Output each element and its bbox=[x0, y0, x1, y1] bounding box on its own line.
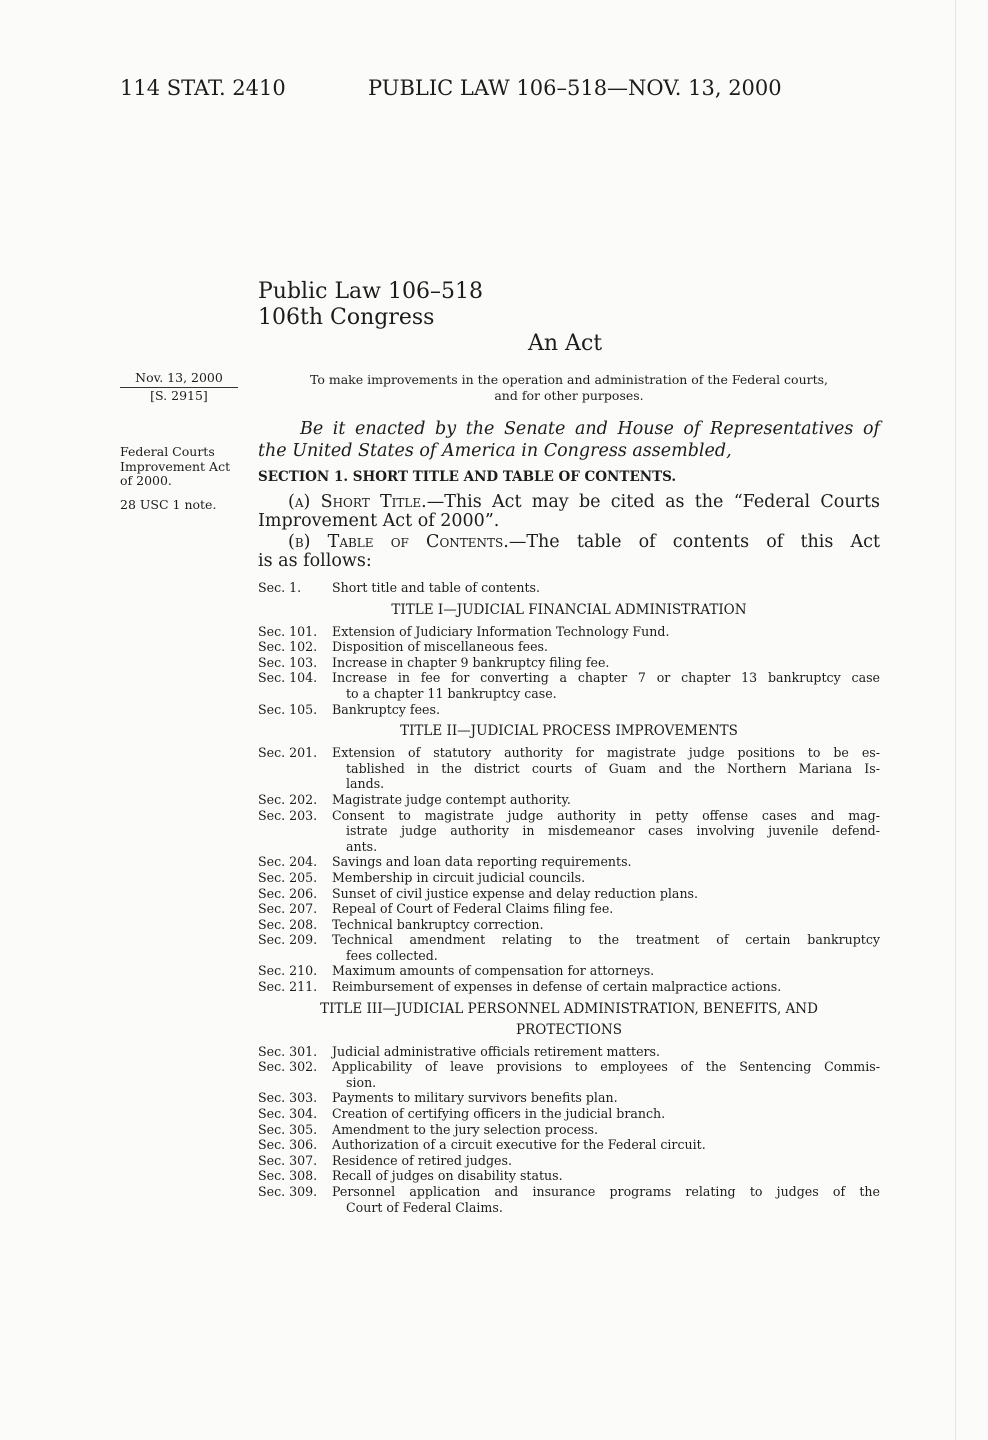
section-title-line: Magistrate judge contempt authority. bbox=[332, 791, 571, 807]
section-title-line: Authorization of a circuit executive for the Federal circuit. bbox=[332, 1137, 706, 1153]
toc-entry bbox=[258, 1059, 880, 1090]
enacting-line: the United States of America in Congress assembled, bbox=[258, 441, 732, 461]
title-line: PROTECTIONS bbox=[516, 1021, 622, 1038]
toc-entry bbox=[258, 901, 880, 917]
toc-entry bbox=[258, 1044, 880, 1060]
toc-entry bbox=[258, 624, 880, 640]
section-title-line: tablished in the district courts of Guam and the Northern Mariana Is- bbox=[346, 760, 880, 776]
margin-line: of 2000. bbox=[120, 473, 172, 488]
section-number: Sec. 308. bbox=[258, 1168, 318, 1184]
section-number: Sec. 306. bbox=[258, 1137, 318, 1153]
para-text: —This Act may be cited as the “Federal Courts bbox=[426, 492, 880, 512]
toc-entry bbox=[258, 1122, 880, 1138]
toc-entry bbox=[258, 870, 880, 886]
toc-entry bbox=[258, 792, 880, 808]
section-number: Sec. 210. bbox=[258, 963, 318, 979]
section-title-line: Technical bankruptcy correction. bbox=[332, 916, 544, 932]
toc-entry bbox=[258, 1153, 880, 1169]
section-title-line: Disposition of miscellaneous fees. bbox=[332, 639, 549, 655]
toc-entry bbox=[258, 1106, 880, 1122]
section-title-line: Applicability of leave provisions to employees of the Sentencing Commis- bbox=[332, 1059, 880, 1075]
section-title-line: Personnel application and insurance programs relating to judges of the bbox=[332, 1184, 880, 1199]
short-title-paragraph bbox=[258, 493, 880, 531]
section-title-line: Sunset of civil justice expense and delay reduction plans. bbox=[332, 885, 699, 901]
toc-paragraph bbox=[258, 533, 880, 571]
toc-entry bbox=[258, 917, 880, 933]
section-number: Sec. 206. bbox=[258, 885, 318, 901]
page-edge bbox=[955, 0, 956, 1440]
section-number: Sec. 202. bbox=[258, 791, 318, 807]
section-title-line: Increase in chapter 9 bankruptcy filing fee. bbox=[332, 654, 610, 670]
section-number: Sec. 304. bbox=[258, 1106, 318, 1122]
toc-title-heading bbox=[258, 999, 880, 1041]
section-title-line: Bankruptcy fees. bbox=[332, 701, 440, 717]
toc-entry bbox=[258, 655, 880, 671]
toc-entry bbox=[258, 1137, 880, 1153]
enacting-clause bbox=[258, 418, 880, 462]
toc-entry bbox=[258, 702, 880, 718]
margin-bill: [S. 2915] bbox=[150, 388, 208, 403]
section-title-line: Maximum amounts of compensation for attorneys. bbox=[332, 963, 655, 979]
section-title-line: Court of Federal Claims. bbox=[346, 1199, 503, 1215]
section-title-line: Reimbursement of expenses in defense of certain malpractice actions. bbox=[332, 979, 782, 995]
act-purpose bbox=[258, 372, 880, 404]
section-title-line: Increase in fee for converting a chapter 7 or chapter 13 bankruptcy case bbox=[332, 670, 880, 686]
running-head: PUBLIC LAW 106–518—NOV. 13, 2000 bbox=[368, 76, 782, 100]
toc-entry bbox=[258, 854, 880, 870]
section-title-line: to a chapter 11 bankruptcy case. bbox=[346, 685, 557, 701]
toc-entry bbox=[258, 745, 880, 792]
purpose-line: To make improvements in the operation and administration of the Federal courts, bbox=[309, 372, 829, 387]
margin-usc: 28 USC 1 note. bbox=[120, 497, 217, 512]
section-title-line: istrate judge authority in misdemeanor cases involving juvenile defend- bbox=[346, 823, 880, 839]
section-number: Sec. 301. bbox=[258, 1043, 318, 1059]
section-number: Sec. 211. bbox=[258, 979, 318, 995]
toc-entry bbox=[258, 639, 880, 655]
page-citation: 114 STAT. 2410 bbox=[120, 76, 286, 100]
section-title-line: Amendment to the jury selection process. bbox=[332, 1121, 598, 1137]
section-number: Sec. 105. bbox=[258, 701, 318, 717]
para-text: Improvement Act of 2000”. bbox=[258, 511, 500, 531]
section-number: Sec. 104. bbox=[258, 670, 318, 686]
section-number: Sec. 303. bbox=[258, 1090, 318, 1106]
section-title-line: lands. bbox=[346, 776, 385, 792]
toc-entry bbox=[258, 963, 880, 979]
section-title-line: sion. bbox=[346, 1074, 377, 1090]
title-line: TITLE I—JUDICIAL FINANCIAL ADMINISTRATION bbox=[391, 601, 747, 618]
margin-line: Federal Courts bbox=[120, 444, 215, 459]
section-number: Sec. 207. bbox=[258, 901, 318, 917]
para-text: is as follows: bbox=[258, 551, 372, 571]
para-label: (b) Table of Contents. bbox=[288, 532, 509, 552]
section-title-line: Savings and loan data reporting requirements. bbox=[332, 854, 632, 870]
toc-entry bbox=[258, 1168, 880, 1184]
act-heading: An Act bbox=[528, 331, 603, 356]
toc-entry bbox=[258, 886, 880, 902]
title-line: TITLE III—JUDICIAL PERSONNEL ADMINISTRATION, BENEFITS, AND bbox=[320, 1000, 818, 1017]
congress: 106th Congress bbox=[258, 305, 435, 330]
section-title-line: Extension of Judiciary Information Technology Fund. bbox=[332, 623, 670, 639]
section-number: Sec. 203. bbox=[258, 807, 318, 823]
section-number: Sec. 205. bbox=[258, 869, 318, 885]
section-number: Sec. 201. bbox=[258, 745, 318, 761]
margin-line: Improvement Act bbox=[120, 458, 231, 474]
section-number: Sec. 102. bbox=[258, 639, 318, 655]
enacting-line: Be it enacted by the Senate and House of Representatives of bbox=[300, 419, 880, 439]
section-number: Sec. 101. bbox=[258, 623, 318, 639]
section-title-line: Residence of retired judges. bbox=[332, 1152, 512, 1168]
section-number: Sec. 305. bbox=[258, 1121, 318, 1137]
section-title-line: Extension of statutory authority for magistrate judge positions to be es- bbox=[332, 745, 880, 761]
title-line: TITLE II—JUDICIAL PROCESS IMPROVEMENTS bbox=[400, 723, 738, 740]
section-number: Sec. 208. bbox=[258, 916, 318, 932]
section-title-line: Repeal of Court of Federal Claims filing fee. bbox=[332, 901, 614, 917]
section-number: Sec. 307. bbox=[258, 1152, 318, 1168]
section-title-line: fees collected. bbox=[346, 947, 438, 963]
section-title-line: Membership in circuit judicial councils. bbox=[332, 869, 586, 885]
section-number: Sec. 204. bbox=[258, 854, 318, 870]
section-title-line: Creation of certifying officers in the judicial branch. bbox=[332, 1106, 666, 1122]
purpose-line: and for other purposes. bbox=[494, 388, 644, 403]
toc-title-heading bbox=[258, 600, 880, 621]
section-number: Sec. 103. bbox=[258, 654, 318, 670]
toc-entry bbox=[258, 670, 880, 701]
toc-entry bbox=[258, 979, 880, 995]
table-of-contents bbox=[258, 580, 880, 1215]
para-label: (a) Short Title. bbox=[288, 492, 427, 512]
section-title-line: Judicial administrative officials retirement matters. bbox=[332, 1043, 661, 1059]
section-number: Sec. 209. bbox=[258, 932, 318, 948]
public-law-number: Public Law 106–518 bbox=[258, 279, 483, 304]
section-title-line: ants. bbox=[346, 838, 378, 854]
section-heading: SECTION 1. SHORT TITLE AND TABLE OF CONTENTS. bbox=[258, 469, 677, 485]
para-text: —The table of contents of this Act bbox=[508, 532, 880, 552]
toc-entry bbox=[258, 808, 880, 855]
section-title-line: Technical amendment relating to the treatment of certain bankruptcy bbox=[332, 932, 880, 948]
section-number: Sec. 309. bbox=[258, 1184, 318, 1199]
section-title-line: Short title and table of contents. bbox=[332, 580, 540, 595]
section-title-line: Payments to military survivors benefits plan. bbox=[332, 1090, 618, 1106]
margin-date: Nov. 13, 2000 bbox=[135, 370, 223, 385]
toc-entry bbox=[258, 1090, 880, 1106]
toc-title-heading bbox=[258, 721, 880, 742]
section-number: Sec. 1. bbox=[258, 580, 302, 595]
margin-short-title bbox=[120, 445, 230, 489]
toc-entry bbox=[258, 932, 880, 963]
section-title-line: Recall of judges on disability status. bbox=[332, 1168, 563, 1184]
toc-entry bbox=[258, 580, 880, 596]
section-number: Sec. 302. bbox=[258, 1059, 318, 1075]
section-title-line: Consent to magistrate judge authority in petty offense cases and mag- bbox=[332, 807, 880, 823]
toc-entry bbox=[258, 1184, 880, 1215]
